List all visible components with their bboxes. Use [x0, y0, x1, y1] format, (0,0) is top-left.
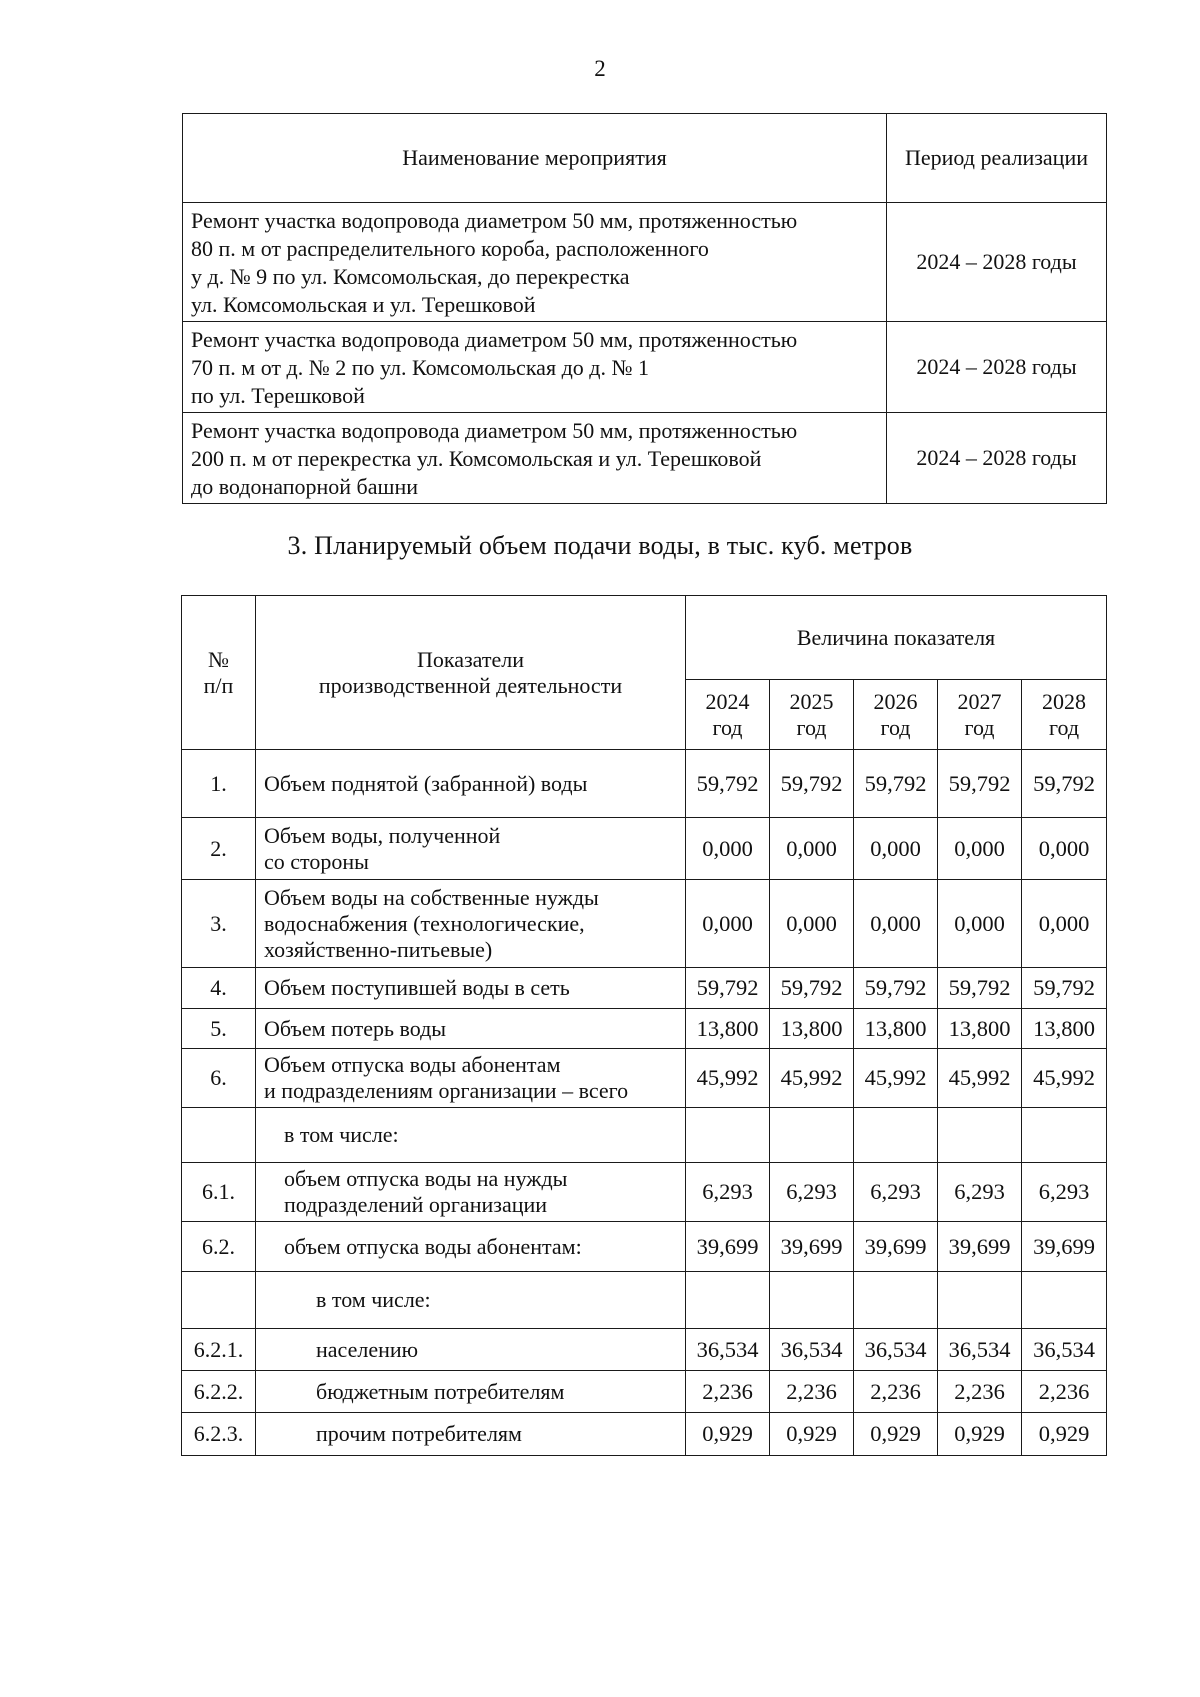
- row-indicator: [256, 1108, 686, 1163]
- value-cell: 2,236: [686, 1371, 770, 1413]
- indicator-line: Объем потерь воды: [264, 1015, 447, 1041]
- header-indicators-line: Показатели: [416, 646, 525, 672]
- value-cell: 59,792: [854, 968, 938, 1009]
- measure-row: [183, 413, 1107, 504]
- value-cell: [686, 1272, 770, 1329]
- header-year: [686, 680, 770, 750]
- indicator-line: Объем воды, полученной: [264, 822, 501, 848]
- row-number: 6.2.: [182, 1222, 256, 1272]
- measures-table: [182, 113, 1107, 504]
- year-label: 2026: [873, 688, 918, 714]
- value-cell: 2,236: [1022, 1371, 1107, 1413]
- value-cell: 2,236: [938, 1371, 1022, 1413]
- value-cell: 45,992: [1022, 1049, 1107, 1108]
- table-row: [182, 750, 1107, 818]
- table-row: [182, 1222, 1107, 1272]
- year-unit: год: [1048, 714, 1080, 740]
- row-indicator: [256, 968, 686, 1009]
- header-number-line: п/п: [203, 672, 234, 698]
- value-cell: 6,293: [938, 1163, 1022, 1222]
- value-cell: 59,792: [1022, 968, 1107, 1009]
- value-cell: 39,699: [1022, 1222, 1107, 1272]
- measure-line: Ремонт участка водопровода диаметром 50 мм, протяженностью: [191, 327, 798, 352]
- value-cell: [770, 1108, 854, 1163]
- value-cell: 0,000: [1022, 818, 1107, 880]
- row-indicator: [256, 1272, 686, 1329]
- row-number: 3.: [182, 880, 256, 968]
- indicator-line: водоснабжения (технологические,: [264, 910, 585, 936]
- value-cell: 0,000: [938, 880, 1022, 968]
- table-row: [182, 1049, 1107, 1108]
- value-cell: 0,000: [1022, 880, 1107, 968]
- value-cell: 13,800: [938, 1009, 1022, 1049]
- value-cell: 0,929: [854, 1413, 938, 1456]
- year-label: 2027: [957, 688, 1002, 714]
- measure-line: 200 п. м от перекрестка ул. Комсомольская и ул. Терешковой: [191, 446, 762, 471]
- value-cell: 0,000: [854, 880, 938, 968]
- header-number-line: №: [208, 646, 229, 672]
- measure-line: до водонапорной башни: [191, 474, 419, 499]
- header-indicators-line: производственной деятельности: [318, 672, 623, 698]
- row-number: 6.2.3.: [182, 1413, 256, 1456]
- row-indicator: [256, 1329, 686, 1371]
- measure-period: 2024 – 2028 годы: [887, 203, 1107, 322]
- value-cell: 59,792: [686, 968, 770, 1009]
- value-cell: 0,929: [686, 1413, 770, 1456]
- value-cell: 39,699: [770, 1222, 854, 1272]
- row-indicator: [256, 750, 686, 818]
- table-row: [182, 1371, 1107, 1413]
- value-cell: 39,699: [854, 1222, 938, 1272]
- value-cell: 45,992: [770, 1049, 854, 1108]
- value-cell: 36,534: [686, 1329, 770, 1371]
- indicator-line: в том числе:: [316, 1287, 431, 1312]
- value-cell: 36,534: [770, 1329, 854, 1371]
- measure-line: 80 п. м от распределительного короба, расположенного: [191, 236, 709, 261]
- header-year: [854, 680, 938, 750]
- year-unit: год: [880, 714, 911, 740]
- indicator-line: населению: [316, 1336, 419, 1362]
- value-cell: [770, 1272, 854, 1329]
- value-cell: 59,792: [686, 750, 770, 818]
- value-cell: 2,236: [770, 1371, 854, 1413]
- volume-header-row: [182, 596, 1107, 680]
- measure-description: [183, 413, 887, 504]
- value-cell: 13,800: [770, 1009, 854, 1049]
- page-number: 2: [594, 56, 606, 81]
- row-indicator: [256, 818, 686, 880]
- indicator-line: объем отпуска воды абонентам:: [284, 1233, 582, 1259]
- header-year: [1022, 680, 1107, 750]
- row-number: 6.2.1.: [182, 1329, 256, 1371]
- table-row: [182, 1009, 1107, 1049]
- value-cell: [854, 1108, 938, 1163]
- indicator-line: со стороны: [264, 848, 369, 874]
- row-indicator: [256, 1222, 686, 1272]
- row-indicator: [256, 1413, 686, 1456]
- measure-period: 2024 – 2028 годы: [887, 413, 1107, 504]
- indicator-line: Объем поступившей воды в сеть: [264, 975, 570, 1000]
- measure-description: [183, 203, 887, 322]
- year-label: 2025: [789, 688, 834, 714]
- row-indicator: [256, 1009, 686, 1049]
- table-row: [182, 1163, 1107, 1222]
- indicator-line: Объем отпуска воды абонентам: [264, 1052, 561, 1077]
- row-number: [182, 1272, 256, 1329]
- row-number: 6.1.: [182, 1163, 256, 1222]
- year-unit: год: [712, 714, 743, 740]
- value-cell: 6,293: [854, 1163, 938, 1222]
- indicator-line: и подразделениям организации – всего: [264, 1078, 629, 1103]
- value-cell: 0,000: [938, 818, 1022, 880]
- indicator-line: бюджетным потребителям: [316, 1378, 565, 1404]
- row-number: 6.: [182, 1049, 256, 1108]
- table-row: [182, 818, 1107, 880]
- measure-line: у д. № 9 по ул. Комсомольская, до перекрестка: [191, 264, 630, 289]
- value-cell: 6,293: [1022, 1163, 1107, 1222]
- year-unit: год: [796, 714, 827, 740]
- table-row: [182, 1108, 1107, 1163]
- value-cell: [1022, 1272, 1107, 1329]
- value-cell: 0,000: [686, 818, 770, 880]
- row-number: 5.: [182, 1009, 256, 1049]
- header-year: [770, 680, 854, 750]
- value-cell: [1022, 1108, 1107, 1163]
- value-cell: 13,800: [686, 1009, 770, 1049]
- header-measure-name: Наименование мероприятия: [183, 114, 887, 203]
- value-cell: 0,929: [770, 1413, 854, 1456]
- table-row: [182, 1272, 1107, 1329]
- value-cell: 39,699: [686, 1222, 770, 1272]
- indicator-line: Объем воды на собственные нужды: [264, 884, 599, 910]
- value-cell: 36,534: [1022, 1329, 1107, 1371]
- value-cell: [686, 1108, 770, 1163]
- value-cell: 59,792: [770, 968, 854, 1009]
- table-row: [182, 880, 1107, 968]
- header-year: [938, 680, 1022, 750]
- measure-line: ул. Комсомольская и ул. Терешковой: [191, 292, 536, 317]
- measure-description: [183, 322, 887, 413]
- year-label: 2028: [1042, 688, 1087, 714]
- indicator-line: подразделений организации: [284, 1192, 548, 1217]
- value-cell: 59,792: [1022, 750, 1107, 818]
- value-cell: [938, 1272, 1022, 1329]
- measure-line: Ремонт участка водопровода диаметром 50 мм, протяженностью: [191, 208, 798, 233]
- row-number: [182, 1108, 256, 1163]
- value-cell: [854, 1272, 938, 1329]
- value-cell: 6,293: [686, 1163, 770, 1222]
- year-label: 2024: [705, 688, 750, 714]
- value-cell: 59,792: [770, 750, 854, 818]
- year-unit: год: [964, 714, 995, 740]
- value-cell: 0,000: [686, 880, 770, 968]
- value-cell: 39,699: [938, 1222, 1022, 1272]
- indicator-line: хозяйственно-питьевые): [264, 936, 493, 962]
- water-volume-table: [181, 595, 1107, 1456]
- row-number: 1.: [182, 750, 256, 818]
- measure-period: 2024 – 2028 годы: [887, 322, 1107, 413]
- value-cell: 59,792: [854, 750, 938, 818]
- value-cell: [938, 1108, 1022, 1163]
- value-cell: 0,000: [854, 818, 938, 880]
- indicator-line: в том числе:: [284, 1122, 399, 1147]
- value-cell: 45,992: [854, 1049, 938, 1108]
- row-number: 6.2.2.: [182, 1371, 256, 1413]
- row-number: 4.: [182, 968, 256, 1009]
- row-indicator: [256, 1371, 686, 1413]
- value-cell: 13,800: [854, 1009, 938, 1049]
- row-indicator: [256, 1163, 686, 1222]
- header-number: [182, 596, 256, 750]
- value-cell: 0,929: [1022, 1413, 1107, 1456]
- value-cell: 13,800: [1022, 1009, 1107, 1049]
- table-row: [182, 1413, 1107, 1456]
- value-cell: 59,792: [938, 968, 1022, 1009]
- value-cell: 36,534: [854, 1329, 938, 1371]
- table-row: [182, 1329, 1107, 1371]
- measure-line: 70 п. м от д. № 2 по ул. Комсомольская до д. № 1: [191, 355, 649, 380]
- header-indicators: [256, 596, 686, 750]
- measure-line: Ремонт участка водопровода диаметром 50 мм, протяженностью: [191, 418, 798, 443]
- measure-row: [183, 203, 1107, 322]
- row-indicator: [256, 1049, 686, 1108]
- value-cell: 2,236: [854, 1371, 938, 1413]
- row-number: 2.: [182, 818, 256, 880]
- measure-row: [183, 322, 1107, 413]
- value-cell: 0,000: [770, 880, 854, 968]
- value-cell: 59,792: [938, 750, 1022, 818]
- table-row: [182, 968, 1107, 1009]
- value-cell: 0,929: [938, 1413, 1022, 1456]
- value-cell: 45,992: [938, 1049, 1022, 1108]
- value-cell: 36,534: [938, 1329, 1022, 1371]
- measures-header-row: [183, 114, 1107, 203]
- header-period: Период реализации: [887, 114, 1107, 203]
- row-indicator: [256, 880, 686, 968]
- value-cell: 6,293: [770, 1163, 854, 1222]
- indicator-line: Объем поднятой (забранной) воды: [264, 770, 588, 796]
- indicator-line: прочим потребителям: [316, 1421, 522, 1446]
- indicator-line: объем отпуска воды на нужды: [284, 1166, 568, 1191]
- value-cell: 0,000: [770, 818, 854, 880]
- value-cell: 45,992: [686, 1049, 770, 1108]
- measure-line: по ул. Терешковой: [191, 383, 365, 408]
- header-value-group: Величина показателя: [686, 596, 1107, 680]
- section-title: 3. Планируемый объем подачи воды, в тыс. куб. метров: [287, 531, 913, 560]
